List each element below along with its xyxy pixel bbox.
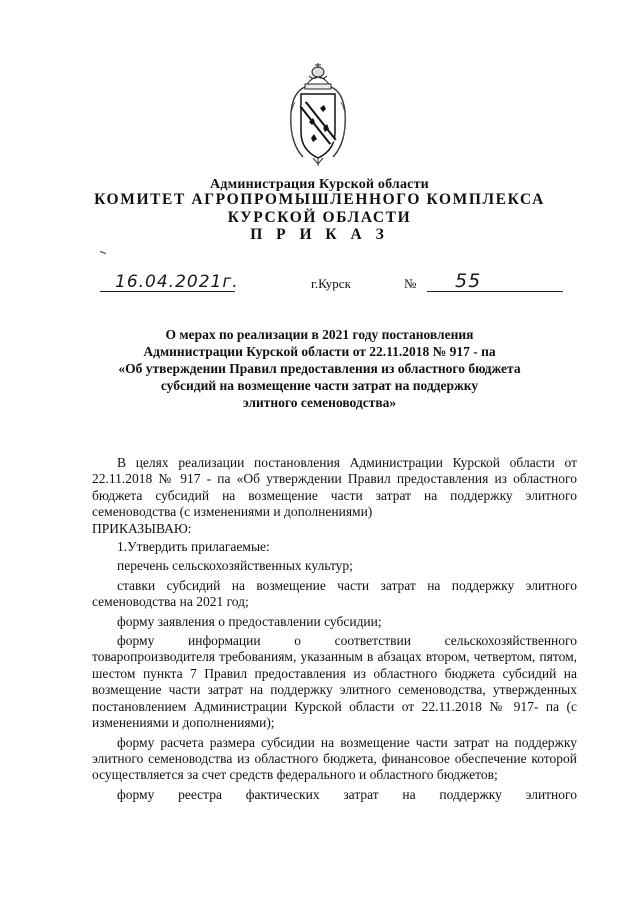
committee-name-line1: КОМИТЕТ АГРОПРОМЫШЛЕННОГО КОМПЛЕКСА — [94, 191, 545, 208]
kursk-coat-of-arms-emblem — [283, 62, 353, 167]
list-item: форму заявления о предоставлении субсидии; — [117, 613, 382, 629]
title-line: элитного семеноводства» — [242, 395, 397, 410]
handwritten-date: 16.04.2021г. — [115, 272, 239, 292]
date-field — [100, 268, 239, 298]
item-1: 1.Утвердить прилагаемые: — [117, 539, 270, 555]
handwritten-number: 55 — [455, 270, 482, 292]
list-item: форму расчета размера субсидии на возмещение части затрат на поддержку элитного семеноводства из областного бюджета, финансовое обеспечение которой осуществляется за счет средств федерального и областного бюджетов; — [92, 734, 577, 783]
document-title — [0, 326, 639, 411]
title-line: субсидий на возмещение части затрат на поддержку — [160, 378, 479, 393]
stray-mark — [100, 251, 106, 254]
date-underline — [100, 291, 235, 292]
order-word: ПРИКАЗЫВАЮ: — [92, 520, 192, 536]
title-line: Администрации Курской области от 22.11.2018 № 917 - па — [143, 344, 496, 359]
title-line: О мерах по реализации в 2021 году постановления — [165, 327, 474, 342]
committee-name-line2: КУРСКОЙ ОБЛАСТИ — [227, 209, 412, 226]
document-type: П Р И К А З — [250, 226, 389, 243]
document-body — [92, 455, 577, 806]
city-label: г.Курск — [311, 276, 351, 291]
list-item: форму информации о соответствии сельскохозяйственного товаропроизводителя требованиям, указанным в абзацах втором, четвертом, пятом, шестом пункта 7 Правил предоставления из областного бюджета субсидий на возмещение части затрат на поддержку элитного семеноводства, утвержденных постановлением Администрации Курской области от 22.11.2018 № 917- па (с изменениями и дополнениями); — [92, 633, 577, 731]
intro-paragraph: В целях реализации постановления Администрации Курской области от 22.11.2018 № 917 - па «Об утверждении Правил предоставления из областного бюджета субсидий на возмещение части затрат на поддержку элитного семеноводства (с изменениями и дополнениями) — [92, 455, 577, 520]
list-item: ставки субсидий на возмещение части затрат на поддержку элитного семеноводства на 2021 год; — [92, 577, 577, 610]
number-underline — [427, 291, 563, 292]
title-line: «Об утверждении Правил предоставления из областного бюджета — [118, 361, 521, 376]
administration-name: Администрация Курской области — [210, 177, 429, 192]
list-item: перечень сельскохозяйственных культур; — [117, 558, 353, 574]
list-item: форму реестра фактических затрат на поддержку элитного — [117, 786, 577, 802]
number-sign: № — [404, 276, 417, 291]
number-field — [427, 268, 563, 298]
